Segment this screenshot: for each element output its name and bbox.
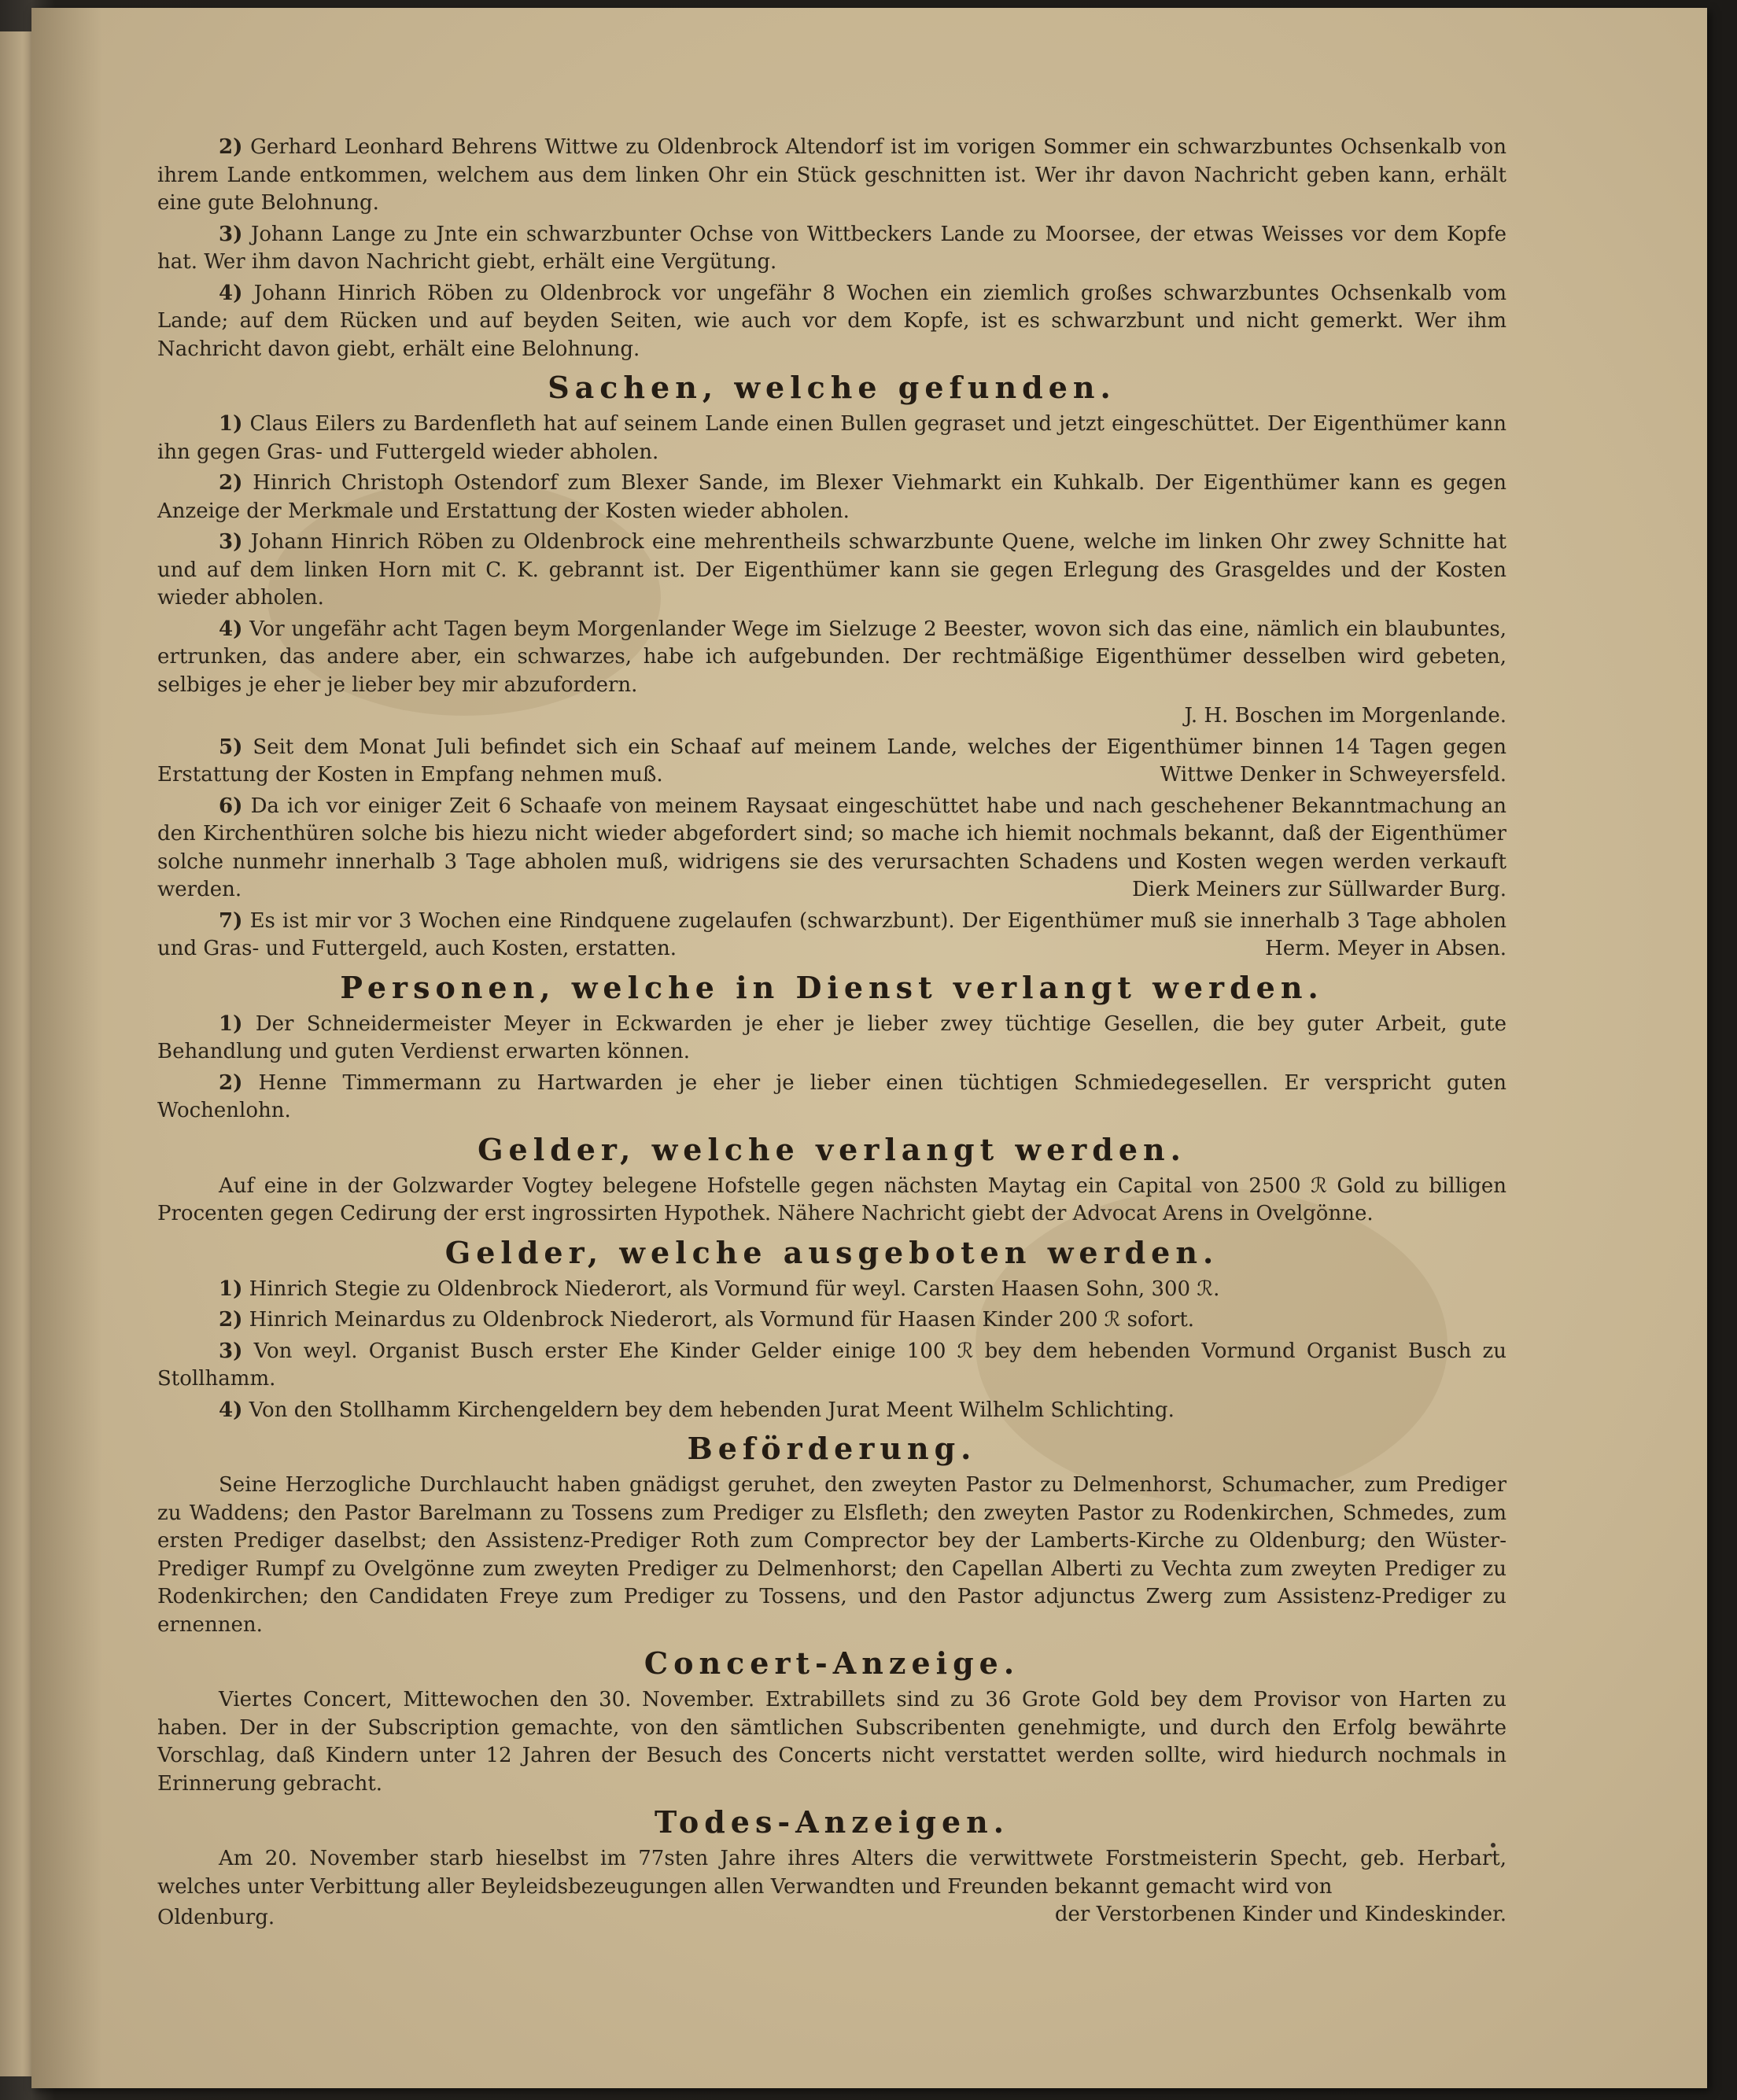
- entry-text: Johann Lange zu Jnte ein schwarzbunter Ochse von Wittbeckers Lande zu Moorsee, der etwas Weisses vor dem Kopfe hat. Wer ihm davon Nachricht giebt, erhält eine Vergütung.: [157, 222, 1507, 274]
- entry-text: Johann Hinrich Röben zu Oldenbrock vor ungefähr 8 Wochen ein ziemlich großes schwarzbuntes Ochsenkalb vom Lande; auf dem Rücken und auf beyden Seiten, wie auch vor dem Kopfe, ist es schwarzbunt und nicht gemerkt. Wer ihm Nachricht davon giebt, erhält eine Belohnung.: [157, 281, 1507, 361]
- section-heading-found: Sachen, welche gefunden.: [548, 370, 1116, 405]
- promotion-entry: Seine Herzogliche Durchlaucht haben gnädigst geruhet, den zweyten Pastor zu Delmenhorst, Schumacher, zum Prediger zu Waddens; den Pastor Barelmann zu Tossens zum Prediger zu Elsfleth; den zweyten Pastor zu Rodenkirchen, Schmedes, zum ersten Prediger daselbst; den Assistenz-Prediger Roth zum Comprector bey der Lamberts-Kirche zu Oldenburg; den Wüster-Prediger Rumpf zu Ovelgönne zum zweyten Prediger zu Delmenhorst; den Capellan Alberti zu Vechta zum zweyten Prediger zu Rodenkirchen; den Candidaten Freye zum Prediger zu Tossens, und den Pastor adjunctus Zwerg zum Assistenz-Prediger zu ernennen.: [157, 1473, 1507, 1637]
- found-items-section: [157, 411, 1507, 963]
- found-entry: [157, 734, 1507, 790]
- persons-section: [157, 1011, 1507, 1126]
- entry-number: 2): [219, 1308, 243, 1332]
- entry-number: 1): [219, 1011, 243, 1036]
- entry-text: Am 20. November starb hieselbst im 77sten Jahre ihres Alters die verwittwete Forstmeisterin Specht, geb. Herbart, welches unter Verbittung aller Beyleidsbezeugungen allen Verwandten und Freunden bekannt gemacht wird von: [157, 1847, 1507, 1899]
- entry-number: 4): [219, 617, 243, 641]
- section-heading-promotion: Beförderung.: [687, 1431, 977, 1466]
- found-entry: [157, 908, 1507, 963]
- section-heading-death: Todes-Anzeigen.: [654, 1804, 1010, 1840]
- found-entry: [157, 529, 1507, 613]
- section-heading-money-offered: Gelder, welche ausgeboten werden.: [444, 1234, 1219, 1270]
- found-entry: [157, 470, 1507, 525]
- entry-text: Seit dem Monat Juli befindet sich ein Schaaf auf meinem Lande, welches der Eigenthümer binnen 14 Tagen gegen Erstattung der Kosten in Empfang nehmen muß.: [157, 735, 1507, 787]
- entry-signature: Wittwe Denker in Schweyersfeld.: [1160, 763, 1507, 787]
- entry-text: Da ich vor einiger Zeit 6 Schaafe von meinem Raysaat eingeschüttet habe und nach geschehener Bekanntmachung an den Kirchenthüren solche bis hiezu nicht wieder abgefordert sind; so mache ich hiemit nochmals bekannt, daß der Eigenthümer solche nunmehr innerhalb 3 Tage abholen muß, widrigens sie des verursachten Schadens und Kosten wegen werden verkauft werden.: [157, 794, 1507, 901]
- section-heading-persons: Personen, welche in Dienst verlangt werden.: [340, 969, 1324, 1005]
- entry-signature: J. H. Boschen im Morgenlande.: [1184, 704, 1507, 728]
- entry-number: 4): [219, 1398, 243, 1422]
- entry-signature: Herm. Meyer in Absen.: [1265, 937, 1507, 960]
- found-entry: [157, 411, 1507, 466]
- entry-text: Hinrich Meinardus zu Oldenbrock Niederort, als Vormund für Haasen Kinder 200 ℛ sofort.: [249, 1308, 1195, 1332]
- persons-entry: [157, 1011, 1507, 1067]
- money-offered-section: [157, 1276, 1507, 1425]
- found-entry: [157, 793, 1507, 904]
- entry-text: Johann Hinrich Röben zu Oldenbrock eine mehrentheils schwarzbunte Quene, welche im linken Ohr zwey Schnitte hat und auf dem linken Horn mit C. K. gebrannt ist. Der Eigenthümer kann sie gegen Erlegung des Grasgeldes und der Kosten wieder abholen.: [157, 530, 1507, 610]
- entry-text: Es ist mir vor 3 Wochen eine Rindquene zugelaufen (schwarzbunt). Der Eigenthümer muß sie innerhalb 3 Tage abholen und Gras- und Futtergeld, auch Kosten, erstatten.: [157, 908, 1507, 960]
- money-offered-entry: [157, 1397, 1507, 1425]
- entry-number: 7): [219, 908, 243, 933]
- entry-text: Von den Stollhamm Kirchengeldern bey dem hebenden Jurat Meent Wilhelm Schlichting.: [249, 1398, 1175, 1422]
- entry-text: Von weyl. Organist Busch erster Ehe Kinder Gelder einige 100 ℛ bey dem hebenden Vormund Organist Busch zu Stollhamm.: [157, 1339, 1507, 1391]
- entry-text: Hinrich Stegie zu Oldenbrock Niederort, als Vormund für weyl. Carsten Haasen Sohn, 300 ℛ.: [249, 1277, 1220, 1301]
- page-content: [157, 134, 1507, 1936]
- lost-entry: [157, 280, 1507, 364]
- entry-number: 3): [219, 530, 243, 554]
- entry-text: Gerhard Leonhard Behrens Wittwe zu Oldenbrock Altendorf ist im vorigen Sommer ein schwarzbuntes Ochsenkalb von ihrem Lande entkommen, welchem aus dem linken Ohr ein Stück geschnitten ist. Wer ihr davon Nachricht geben kann, erhält eine gute Belohnung.: [157, 135, 1507, 215]
- found-entry: [157, 616, 1507, 700]
- entry-signature: Dierk Meiners zur Süllwarder Burg.: [1132, 878, 1507, 901]
- entry-number: 2): [219, 471, 243, 495]
- money-offered-entry: [157, 1306, 1507, 1335]
- entry-signature: der Verstorbenen Kinder und Kindeskinder.: [1054, 1903, 1507, 1926]
- entry-number: 6): [219, 794, 243, 818]
- lost-animals-section: [157, 134, 1507, 363]
- entry-number: 1): [219, 1277, 243, 1301]
- concert-entry: Viertes Concert, Mittewochen den 30. November. Extrabillets sind zu 36 Grote Gold bey dem Provisor von Harten zu haben. Der in der Subscription gemachte, von den sämtlichen Subscribenten genehmigte, und durch den Erfolg bewährte Vorschlag, daß Kindern unter 12 Jahren der Besuch des Concerts nicht verstattet werden sollte, wird hiedurch nochmals in Erinnerung gebracht.: [157, 1688, 1507, 1796]
- entry-text: Der Schneidermeister Meyer in Eckwarden je eher je lieber zwey tüchtige Gesellen, die bey guter Arbeit, gute Behandlung und guten Verdienst erwarten können.: [157, 1011, 1507, 1063]
- entry-number: 5): [219, 735, 243, 759]
- money-offered-entry: [157, 1276, 1507, 1304]
- section-heading-concert: Concert-Anzeige.: [644, 1645, 1020, 1681]
- newspaper-page: [31, 8, 1707, 2088]
- entry-number: 1): [219, 412, 243, 436]
- money-wanted-entry: Auf eine in der Golzwarder Vogtey belegene Hofstelle gegen nächsten Maytag ein Capital von 2500 ℛ Gold zu billigen Procenten gegen Cedirung der erst ingrossirten Hypothek. Nähere Nachricht giebt der Advocat Arens in Ovelgönne.: [157, 1173, 1507, 1225]
- entry-text: Vor ungefähr acht Tagen beym Morgenlander Wege im Sielzuge 2 Beester, wovon sich das eine, nämlich ein blaubuntes, ertrunken, das andere aber, ein schwarzes, habe ich aufgebunden. Der rechtmäßige Eigenthümer desselben wird gebeten, selbiges je eher je lieber bey mir abzufordern.: [157, 617, 1507, 697]
- place-line: Oldenburg.: [157, 1906, 275, 1929]
- entry-number: 3): [219, 1339, 243, 1363]
- entry-number: 4): [219, 281, 243, 305]
- entry-number: 2): [219, 135, 243, 159]
- entry-text: Henne Timmermann zu Hartwarden je eher je lieber einen tüchtigen Schmiedegesellen. Er verspricht guten Wochenlohn.: [157, 1070, 1507, 1122]
- money-offered-entry: [157, 1338, 1507, 1394]
- entry-text: Hinrich Christoph Ostendorf zum Blexer Sande, im Blexer Viehmarkt ein Kuhkalb. Der Eigenthümer kann es gegen Anzeige der Merkmale und Erstattung der Kosten wieder abholen.: [157, 471, 1507, 523]
- lost-entry: [157, 221, 1507, 277]
- lost-entry: [157, 134, 1507, 218]
- persons-entry: [157, 1070, 1507, 1126]
- entry-number: 3): [219, 222, 243, 246]
- section-heading-money-wanted: Gelder, welche verlangt werden.: [478, 1131, 1186, 1167]
- entry-number: 2): [219, 1070, 243, 1095]
- entry-text: Claus Eilers zu Bardenfleth hat auf seinem Lande einen Bullen gegraset und jetzt eingeschüttet. Der Eigenthümer kann ihn gegen Gras- und Futtergeld wieder abholen.: [157, 412, 1507, 464]
